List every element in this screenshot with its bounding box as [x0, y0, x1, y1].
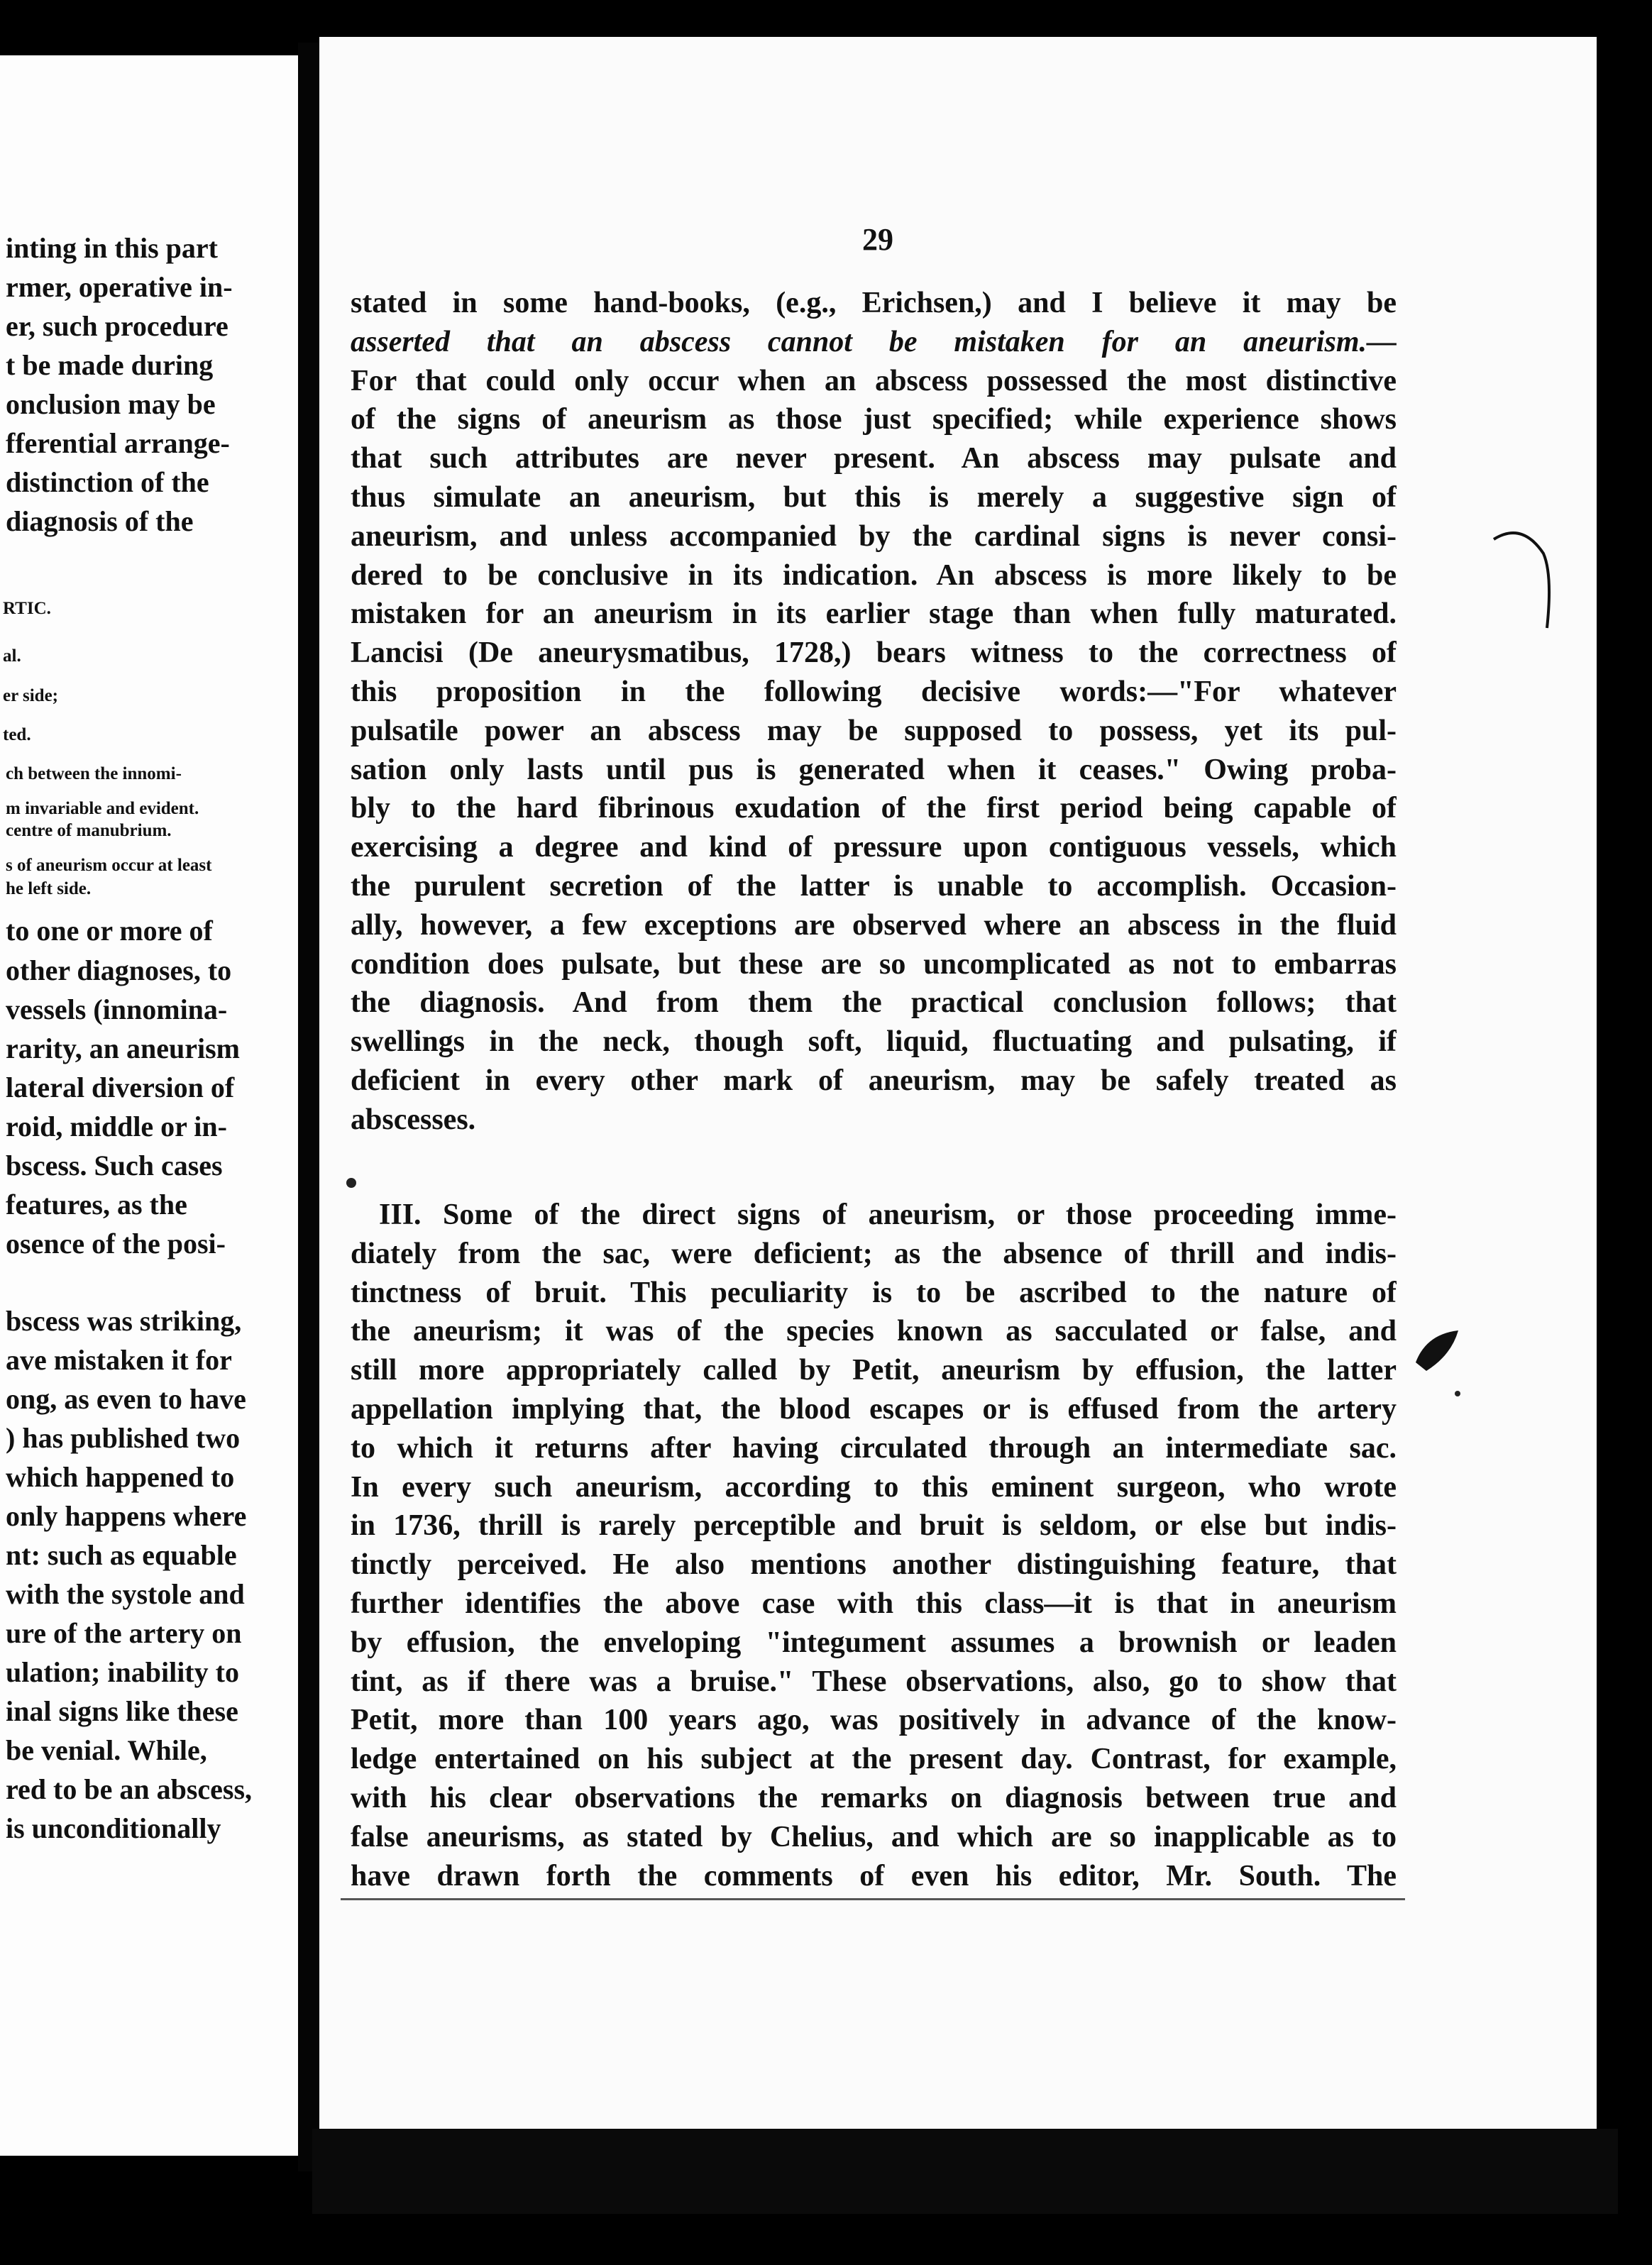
- text-line: ledge entertained on his subject at the present day. Contrast, for example,: [351, 1743, 1397, 1776]
- text-line: condition does pulsate, but these are so uncomplicated as not to embarras: [351, 947, 1397, 981]
- left-page-line: be venial. While,: [6, 1734, 207, 1766]
- text-line: thus simulate an aneurism, but this is merely a suggestive sign of: [351, 480, 1397, 514]
- left-page-line: which happened to: [6, 1461, 235, 1493]
- left-page-line: nt: such as equable: [6, 1539, 237, 1571]
- left-page-line: s of aneurism occur at least: [6, 856, 212, 875]
- text-line: of the signs of aneurism as those just specified; while experience shows: [351, 403, 1397, 436]
- left-page-line: with the systole and: [6, 1578, 245, 1610]
- text-line: Lancisi (De aneurysmatibus, 1728,) bears witness to the correctness of: [351, 636, 1397, 670]
- left-page-line: ong, as even to have: [6, 1383, 246, 1415]
- ink-blot: [1412, 1327, 1462, 1377]
- text-line-italic-claim: asserted that an abscess cannot be mistaken for an aneurism.—: [351, 325, 1397, 358]
- page-fold-line: [341, 1898, 1405, 1900]
- paragraph-section-iii: [351, 1196, 1397, 1895]
- left-page-line: rmer, operative in-: [6, 271, 233, 303]
- text-line: further identifies the above case with this class—it is that in aneurism: [351, 1587, 1397, 1620]
- left-page-line: diagnosis of the: [6, 505, 194, 537]
- text-line: this proposition in the following decisive words:—"For whatever: [351, 675, 1397, 708]
- text-line: ally, however, a few exceptions are observed where an abscess in the fluid: [351, 908, 1397, 942]
- text-line: by effusion, the enveloping "integument assumes a brownish or leaden: [351, 1626, 1397, 1659]
- left-page-line: er, such procedure: [6, 310, 228, 342]
- left-page-line: red to be an abscess,: [6, 1773, 253, 1805]
- left-facing-page: [0, 55, 298, 2156]
- ink-dot: [346, 1178, 356, 1188]
- left-page-line: he left side.: [6, 879, 92, 898]
- text-line: that such attributes are never present. An abscess may pulsate and: [351, 442, 1397, 475]
- text-line: the purulent secretion of the latter is unable to accomplish. Occasion-: [351, 869, 1397, 903]
- text-line: with his clear observations the remarks on diagnosis between true and: [351, 1781, 1397, 1814]
- margin-arc-mark: [1490, 525, 1554, 632]
- left-page-line: ulation; inability to: [6, 1656, 239, 1688]
- text-line: pulsatile power an abscess may be supposed to possess, yet its pul-: [351, 714, 1397, 747]
- text-line: aneurism, and unless accompanied by the cardinal signs is never consi-: [351, 519, 1397, 553]
- left-page-line: ) has published two: [6, 1422, 241, 1454]
- paragraph-abscess: [351, 284, 1397, 1140]
- left-page-line: ted.: [3, 725, 31, 744]
- text-line: the aneurism; it was of the species known as sacculated or false, and: [351, 1315, 1397, 1348]
- text-line: still more appropriately called by Petit, aneurism by effusion, the latter: [351, 1354, 1397, 1387]
- left-page-line: is unconditionally: [6, 1812, 221, 1844]
- left-page-line: lateral diversion of: [6, 1071, 235, 1103]
- text-line: stated in some hand-books, (e.g., Erichsen,) and I believe it may be: [351, 287, 1397, 319]
- scan-bottom-edge: [312, 2129, 1618, 2214]
- left-page-line: inal signs like these: [6, 1695, 238, 1727]
- left-page-line: vessels (innomina-: [6, 993, 228, 1025]
- left-page-line: to one or more of: [6, 915, 213, 947]
- left-page-line: distinction of the: [6, 466, 209, 498]
- text-line: III. Some of the direct signs of aneurism, or those proceeding imme-: [379, 1198, 1397, 1231]
- text-line: have drawn forth the comments of even his editor, Mr. South. The: [351, 1859, 1397, 1892]
- left-page-line: bscess. Such cases: [6, 1150, 223, 1181]
- text-line: false aneurisms, as stated by Chelius, and which are so inapplicable as to: [351, 1820, 1397, 1853]
- left-page-line: ch between the innomi-: [6, 764, 182, 783]
- text-line: bly to the hard fibrinous exudation of the first period being capable of: [351, 792, 1397, 825]
- text-line: dered to be conclusive in its indication. An abscess is more likely to be: [351, 558, 1397, 592]
- left-page-line: rarity, an aneurism: [6, 1032, 240, 1064]
- text-line: appellation implying that, the blood escapes or is effused from the artery: [351, 1392, 1397, 1426]
- left-page-line: fferential arrange-: [6, 427, 230, 459]
- text-line: Petit, more than 100 years ago, was positively in advance of the know-: [351, 1704, 1397, 1737]
- left-page-line: centre of manubrium.: [6, 821, 172, 840]
- text-line: In every such aneurism, according to this eminent surgeon, who wrote: [351, 1470, 1397, 1504]
- left-page-line: ave mistaken it for: [6, 1344, 232, 1376]
- text-line: diately from the sac, were deficient; as the absence of thrill and indis-: [351, 1237, 1397, 1270]
- text-line: tinctness of bruit. This peculiarity is to be ascribed to the nature of: [351, 1276, 1397, 1309]
- left-page-line: only happens where: [6, 1500, 247, 1532]
- text-line: tinctly perceived. He also mentions another distinguishing feature, that: [351, 1548, 1397, 1582]
- left-page-line: RTIC.: [3, 599, 51, 618]
- page-number: 29: [862, 222, 893, 257]
- text-line: mistaken for an aneurism in its earlier stage than when fully maturated.: [351, 597, 1397, 631]
- text-line: abscesses.: [351, 1103, 476, 1136]
- left-page-line: al.: [3, 646, 21, 666]
- text-line: in 1736, thrill is rarely perceptible and bruit is seldom, or else but indis-: [351, 1509, 1397, 1543]
- left-page-line: ure of the artery on: [6, 1617, 242, 1649]
- text-line: exercising a degree and kind of pressure upon contiguous vessels, which: [351, 831, 1397, 864]
- ink-dot: [1455, 1391, 1460, 1396]
- left-page-line: features, as the: [6, 1189, 187, 1220]
- text-line: tint, as if there was a bruise." These observations, also, go to show that: [351, 1665, 1397, 1698]
- left-page-line: m invariable and evident.: [6, 799, 199, 818]
- left-page-line: roid, middle or in-: [6, 1111, 227, 1142]
- text-line: swellings in the neck, though soft, liquid, fluctuating and pulsating, if: [351, 1025, 1397, 1059]
- left-page-line: other diagnoses, to: [6, 954, 232, 986]
- left-page-line: inting in this part: [6, 232, 218, 264]
- text-line: deficient in every other mark of aneurism, may be safely treated as: [351, 1064, 1397, 1097]
- left-page-line: onclusion may be: [6, 388, 216, 420]
- text-line: to which it returns after having circulated through an intermediate sac.: [351, 1431, 1397, 1465]
- left-page-line: t be made during: [6, 349, 214, 381]
- text-line: the diagnosis. And from them the practical conclusion follows; that: [351, 986, 1397, 1020]
- left-page-line: er side;: [3, 686, 58, 705]
- left-page-line: osence of the posi-: [6, 1228, 226, 1260]
- text-line: sation only lasts until pus is generated when it ceases." Owing proba-: [351, 753, 1397, 786]
- left-page-line: bscess was striking,: [6, 1305, 242, 1337]
- text-line: For that could only occur when an abscess possessed the most distinctive: [351, 364, 1397, 397]
